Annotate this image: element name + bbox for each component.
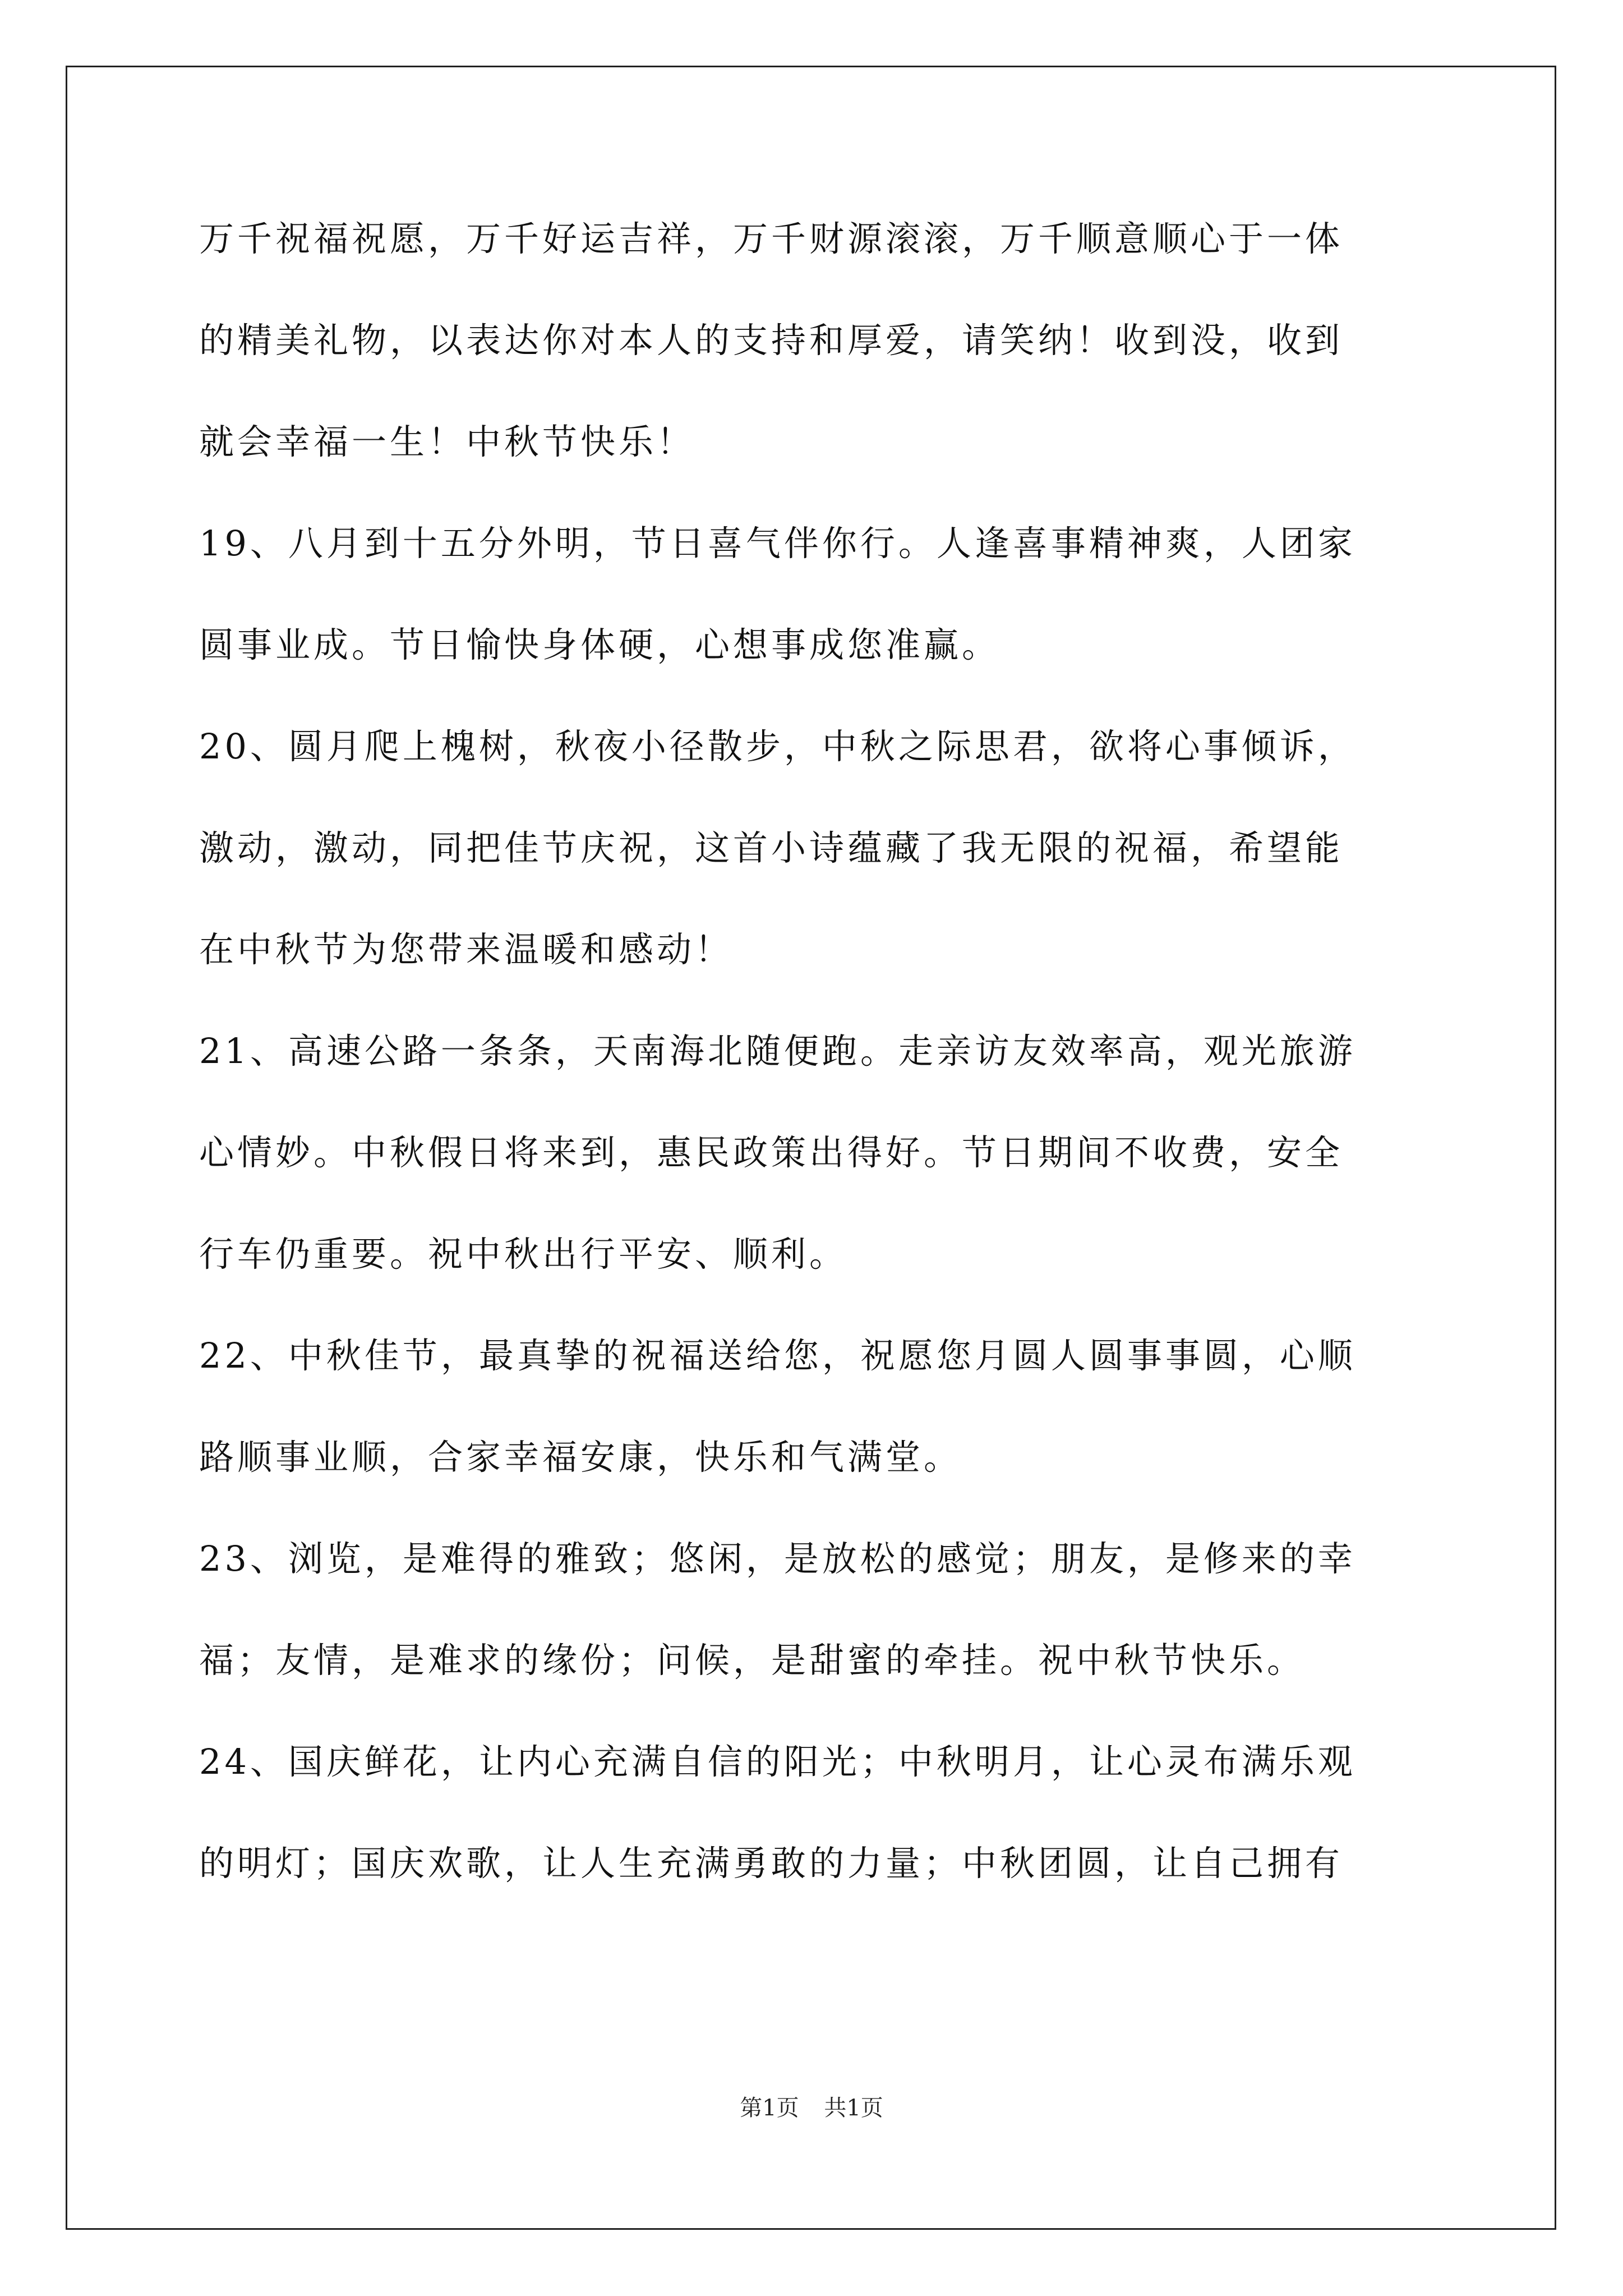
text-line: 心情妙。中秋假日将来到，惠民政策出得好。节日期间不收费，安全 (199, 1132, 1344, 1173)
page-number: 第1页 (740, 2095, 799, 2121)
text-line: 在中秋节为您带来温暖和感动！ (199, 929, 734, 970)
text-line: 19、八月到十五分外明，节日喜气伴你行。人逢喜事精神爽，人团家 (199, 523, 1356, 564)
text-line: 24、国庆鲜花，让内心充满自信的阳光；中秋明月，让心灵布满乐观 (199, 1741, 1356, 1782)
text-line: 行车仍重要。祝中秋出行平安、顺利。 (199, 1234, 848, 1274)
text-line: 万千祝福祝愿，万千好运吉祥，万千财源滚滚，万千顺意顺心于一体 (199, 218, 1344, 259)
text-line: 就会幸福一生！中秋节快乐！ (199, 421, 695, 462)
text-line: 圆事业成。节日愉快身体硬，心想事成您准赢。 (199, 624, 1000, 665)
text-line: 22、中秋佳节，最真挚的祝福送给您，祝愿您月圆人圆事事圆，心顺 (199, 1335, 1356, 1376)
text-line: 的明灯；国庆欢歌，让人生充满勇敢的力量；中秋团圆，让自己拥有 (199, 1843, 1344, 1884)
text-line: 21、高速公路一条条，天南海北随便跑。走亲访友效率高，观光旅游 (199, 1030, 1356, 1071)
text-line: 的精美礼物，以表达你对本人的支持和厚爱，请笑纳！收到没，收到 (199, 320, 1344, 361)
page-total: 共1页 (824, 2095, 883, 2121)
text-line: 路顺事业顺，合家幸福安康，快乐和气满堂。 (199, 1437, 962, 1478)
text-line: 福；友情，是难求的缘份；问候，是甜蜜的牵挂。祝中秋节快乐。 (199, 1640, 1306, 1681)
text-line: 激动，激动，同把佳节庆祝，这首小诗蕴藏了我无限的祝福，希望能 (199, 827, 1344, 868)
text-line: 20、圆月爬上槐树，秋夜小径散步，中秋之际思君，欲将心事倾诉， (199, 726, 1356, 767)
document-body (199, 218, 1433, 1948)
page-footer (0, 2097, 1623, 2119)
text-line: 23、浏览，是难得的雅致；悠闲，是放松的感觉；朋友，是修来的幸 (199, 1538, 1356, 1579)
